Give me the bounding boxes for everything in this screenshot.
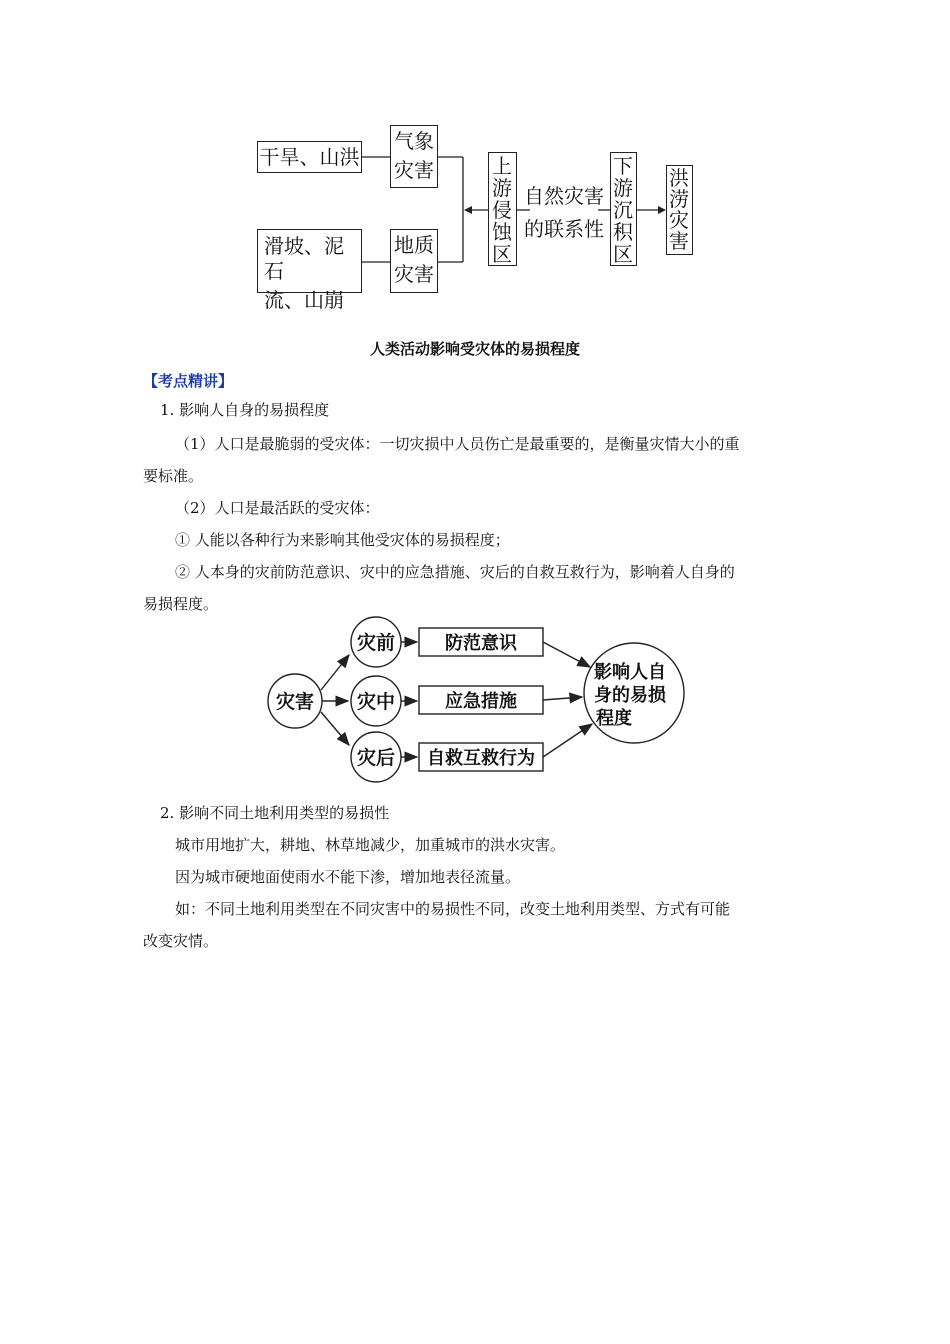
point-2-text-3-line2: 改变灾情。 <box>143 932 219 950</box>
linkage-label-line2: 的联系性 <box>524 217 604 241</box>
disaster-label: 灾害 <box>275 691 315 713</box>
flood-char-1: 洪 <box>669 166 689 190</box>
point-1-2-text: （2）人口是最活跃的受灾体： <box>175 499 380 517</box>
before-label: 灾前 <box>356 632 396 654</box>
upstream-char-4: 蚀 <box>492 220 512 244</box>
downstream-deposition-box <box>610 152 637 266</box>
upstream-char-5: 区 <box>492 242 512 266</box>
page-title: 人类活动影响受灾体的易损程度 <box>369 340 580 358</box>
result-label-line2: 身的易损 <box>594 685 666 706</box>
meteo-label-line2: 灾害 <box>394 158 434 182</box>
arrow-disaster-before <box>321 655 349 690</box>
result-label-line3: 程度 <box>596 708 632 729</box>
arrow-rescue-result <box>543 724 592 757</box>
point-2-heading: 2. 影响不同土地利用类型的易损性 <box>160 804 390 822</box>
point-2-text-3-line1: 如：不同土地利用类型在不同灾害中的易损性不同，改变土地利用类型、方式有可能 <box>175 900 731 918</box>
flood-char-4: 害 <box>669 229 689 253</box>
during-label: 灾中 <box>356 691 396 713</box>
point-1-1-text-line2: 要标准。 <box>143 467 204 485</box>
natural-disaster-linkage-label <box>520 180 608 246</box>
point-1-2-item-2-line2: 易损程度。 <box>143 595 219 613</box>
landslide-label-line2: 流、山崩 <box>264 288 344 312</box>
section-heading: 【考点精讲】 <box>143 372 234 390</box>
geological-disaster-box <box>390 229 438 293</box>
flood-char-2: 涝 <box>669 187 689 211</box>
downstream-char-3: 沉 <box>613 198 633 222</box>
downstream-char-4: 积 <box>613 220 633 244</box>
point-1-heading: 1. 影响人自身的易损程度 <box>160 401 330 419</box>
arrow-emergency-result <box>543 697 582 700</box>
drought-flood-box <box>257 141 362 173</box>
downstream-char-5: 区 <box>613 242 633 266</box>
diagram1-connectors <box>0 0 950 310</box>
upstream-char-3: 侵 <box>492 198 512 222</box>
emergency-label: 应急措施 <box>445 691 517 712</box>
meteorological-disaster-box <box>390 125 438 188</box>
point-2-text-1: 城市用地扩大，耕地、林草地减少，加重城市的洪水灾害。 <box>175 836 566 854</box>
disaster-stage-diagram <box>0 600 950 790</box>
geo-label-line1: 地质 <box>394 233 434 257</box>
downstream-char-2: 游 <box>613 176 633 200</box>
flood-disaster-box <box>666 165 693 255</box>
point-1-1-text-line1: （1）人口是最脆弱的受灾体：一切灾损中人员伤亡是最重要的，是衡量灾情大小的重 <box>175 435 740 453</box>
meteo-label-line1: 气象 <box>394 129 434 153</box>
after-label: 灾后 <box>356 747 396 769</box>
rescue-label: 自救互救行为 <box>427 748 535 769</box>
landslide-label-line1: 滑坡、泥石 <box>264 234 344 283</box>
geo-label-line2: 灾害 <box>394 262 434 286</box>
arrow-disaster-after <box>321 712 349 745</box>
arrow-prevention-result <box>543 642 590 667</box>
result-label-line1: 影响人自 <box>594 662 666 683</box>
landslide-box <box>257 229 362 312</box>
upstream-erosion-box <box>488 152 517 266</box>
downstream-char-1: 下 <box>613 154 633 178</box>
upstream-char-2: 游 <box>492 176 512 200</box>
linkage-label-line1: 自然灾害 <box>524 184 604 208</box>
drought-flood-label: 干旱、山洪 <box>259 144 360 169</box>
flood-char-3: 灾 <box>669 208 689 232</box>
point-1-2-item-2-line1: ② 人本身的灾前防范意识、灾中的应急措施、灾后的自救互救行为，影响着人自身的 <box>175 563 735 581</box>
upstream-char-1: 上 <box>492 154 512 178</box>
point-2-text-2: 因为城市硬地面使雨水不能下渗，增加地表径流量。 <box>175 868 521 886</box>
point-1-2-item-1: ① 人能以各种行为来影响其他受灾体的易损程度； <box>175 531 510 549</box>
prevention-label: 防范意识 <box>445 633 517 654</box>
